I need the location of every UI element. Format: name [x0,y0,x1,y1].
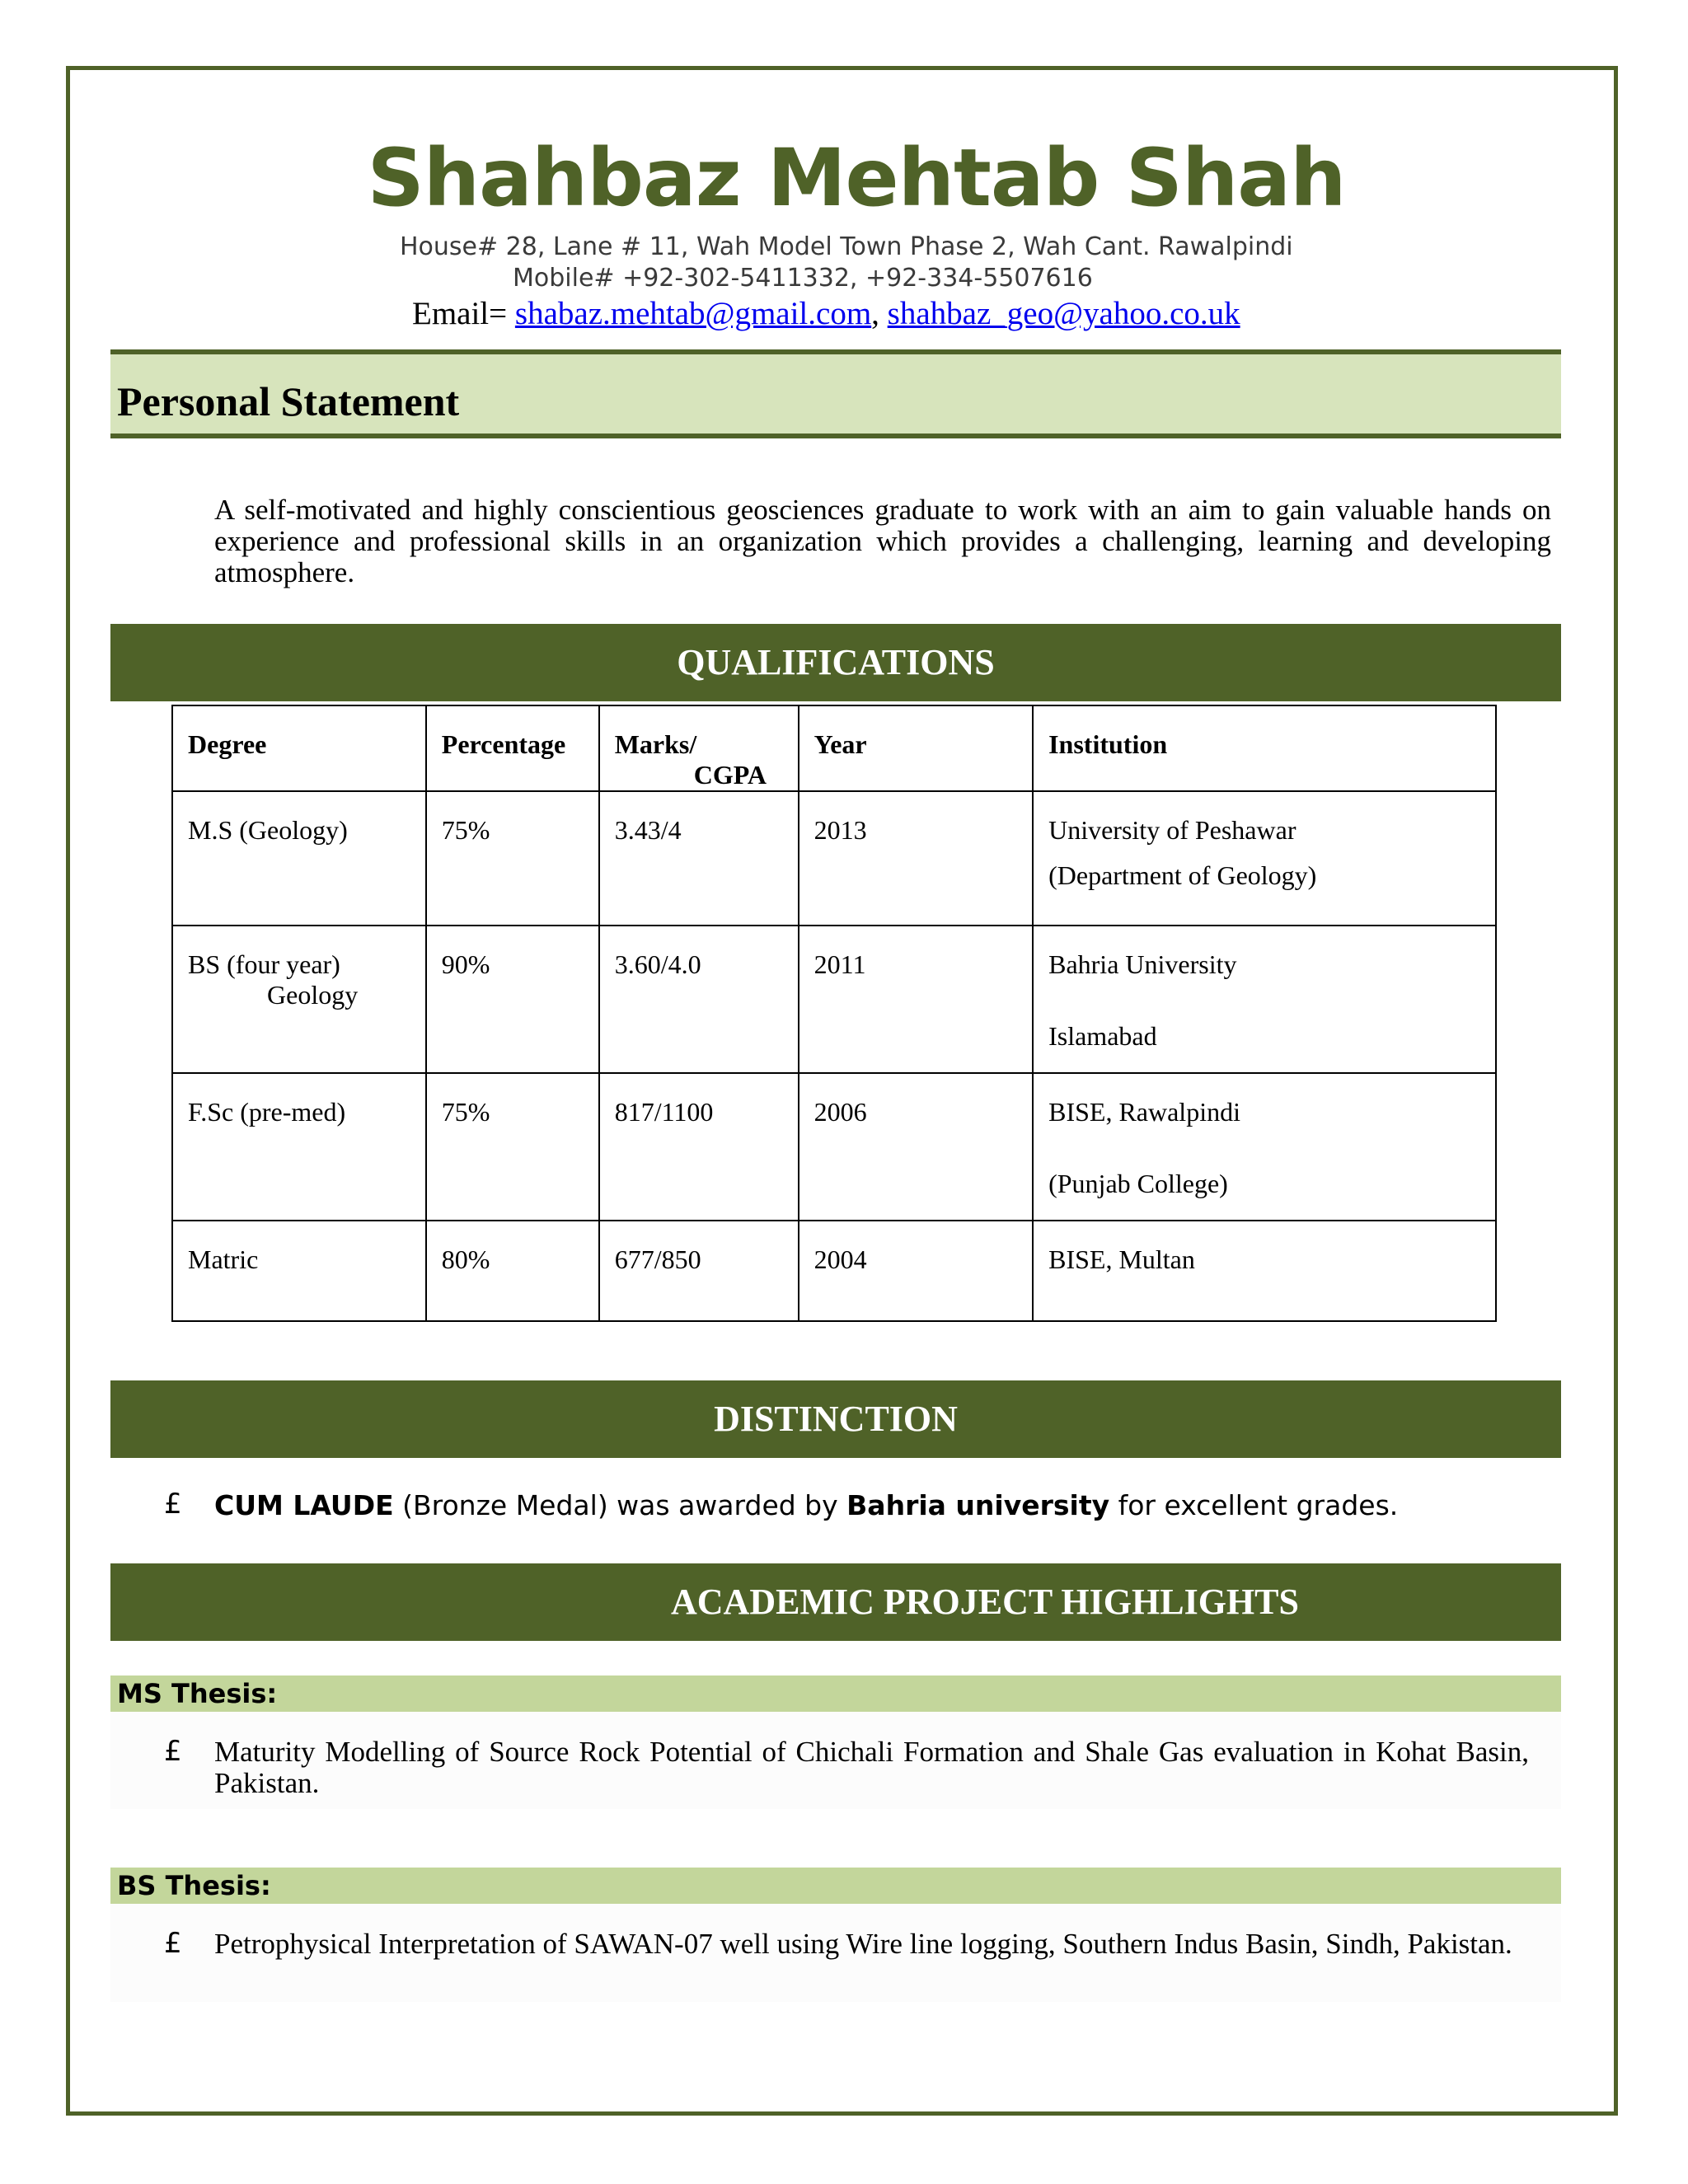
distinction-text-1: (Bronze Medal) was awarded by [393,1489,847,1521]
distinction-text-2: for excellent grades. [1109,1489,1399,1521]
cell-institution [1033,791,1496,926]
bs-thesis-label: BS Thesis: [110,1868,1561,1904]
header-degree: Degree [172,705,426,791]
qualifications-header: QUALIFICATIONS [110,624,1561,701]
institution-line2: (Department of Geology) [1048,860,1317,890]
table-row [172,1073,1496,1221]
bullet-icon: £ [164,1735,182,1768]
ms-thesis-text: Maturity Modelling of Source Rock Potential of Chichali Formation and Shale Gas evaluation in Kohat Basin, Pakistan. [214,1736,1529,1799]
cell-degree: F.Sc (pre-med) [172,1073,426,1221]
cell-year: 2006 [799,1073,1033,1221]
distinction-header: DISTINCTION [110,1380,1561,1458]
table-row [172,791,1496,926]
personal-statement-title: Personal Statement [117,378,460,424]
cell-marks: 3.60/4.0 [599,926,799,1073]
personal-statement-header [110,349,1561,438]
cell-institution [1033,926,1496,1073]
header-marks [599,705,799,791]
institution-line2: Islamabad [1048,1021,1157,1051]
degree-line2: Geology [267,980,359,1010]
qualifications-table [171,705,1497,1322]
cell-marks: 3.43/4 [599,791,799,926]
institution-line1: University of Peshawar [1048,815,1296,845]
cell-institution [1033,1073,1496,1221]
personal-statement-text: A self-motivated and highly conscientious geosciences graduate to work with an aim to gain valuable hands on experience and professional skills in an organization which provides a challenging, learning and developing atmosphere. [214,494,1551,588]
cell-degree [172,926,426,1073]
projects-header: ACADEMIC PROJECT HIGHLIGHTS [110,1563,1561,1641]
email-separator: , [871,296,879,331]
email-link-yahoo[interactable]: shahbaz_geo@yahoo.co.uk [887,296,1240,331]
mobile-numbers: Mobile# +92-302-5411332, +92-334-5507616 [513,264,1093,293]
degree-line1: BS (four year) [188,949,340,979]
cell-marks: 677/850 [599,1221,799,1321]
cell-percentage: 75% [426,791,599,926]
cell-institution: BISE, Multan [1033,1221,1496,1321]
email-line [412,295,1240,332]
address: House# 28, Lane # 11, Wah Model Town Phase 2, Wah Cant. Rawalpindi [400,232,1293,261]
cell-year: 2013 [799,791,1033,926]
bullet-icon: £ [164,1927,182,1960]
bs-thesis-text: Petrophysical Interpretation of SAWAN-07 well using Wire line logging, Southern Indus Basin, Sindh, Pakistan. [214,1928,1512,1960]
header-marks-line2: CGPA [693,760,767,790]
cell-year: 2004 [799,1221,1033,1321]
cell-percentage: 75% [426,1073,599,1221]
email-label: Email= [412,296,508,331]
ms-thesis-label: MS Thesis: [110,1675,1561,1712]
cell-percentage: 80% [426,1221,599,1321]
institution-line1: BISE, Rawalpindi [1048,1097,1240,1127]
distinction-bold-1: CUM LAUDE [214,1489,394,1521]
candidate-name: Shahbaz Mehtab Shah [367,132,1346,224]
institution-line1: Bahria University [1048,949,1237,979]
cell-degree: M.S (Geology) [172,791,426,926]
table-row [172,1221,1496,1321]
header-marks-line1: Marks/ [614,729,697,759]
institution-line2: (Punjab College) [1048,1169,1228,1198]
cell-year: 2011 [799,926,1033,1073]
header-institution: Institution [1033,705,1496,791]
header-percentage: Percentage [426,705,599,791]
distinction-bold-2: Bahria university [846,1489,1110,1521]
table-row [172,926,1496,1073]
email-link-gmail[interactable]: shabaz.mehtab@gmail.com [514,296,872,331]
cell-percentage: 90% [426,926,599,1073]
bullet-icon: £ [164,1488,182,1521]
distinction-text [214,1489,1398,1521]
cell-marks: 817/1100 [599,1073,799,1221]
header-year: Year [799,705,1033,791]
cell-degree: Matric [172,1221,426,1321]
table-header-row [172,705,1496,791]
